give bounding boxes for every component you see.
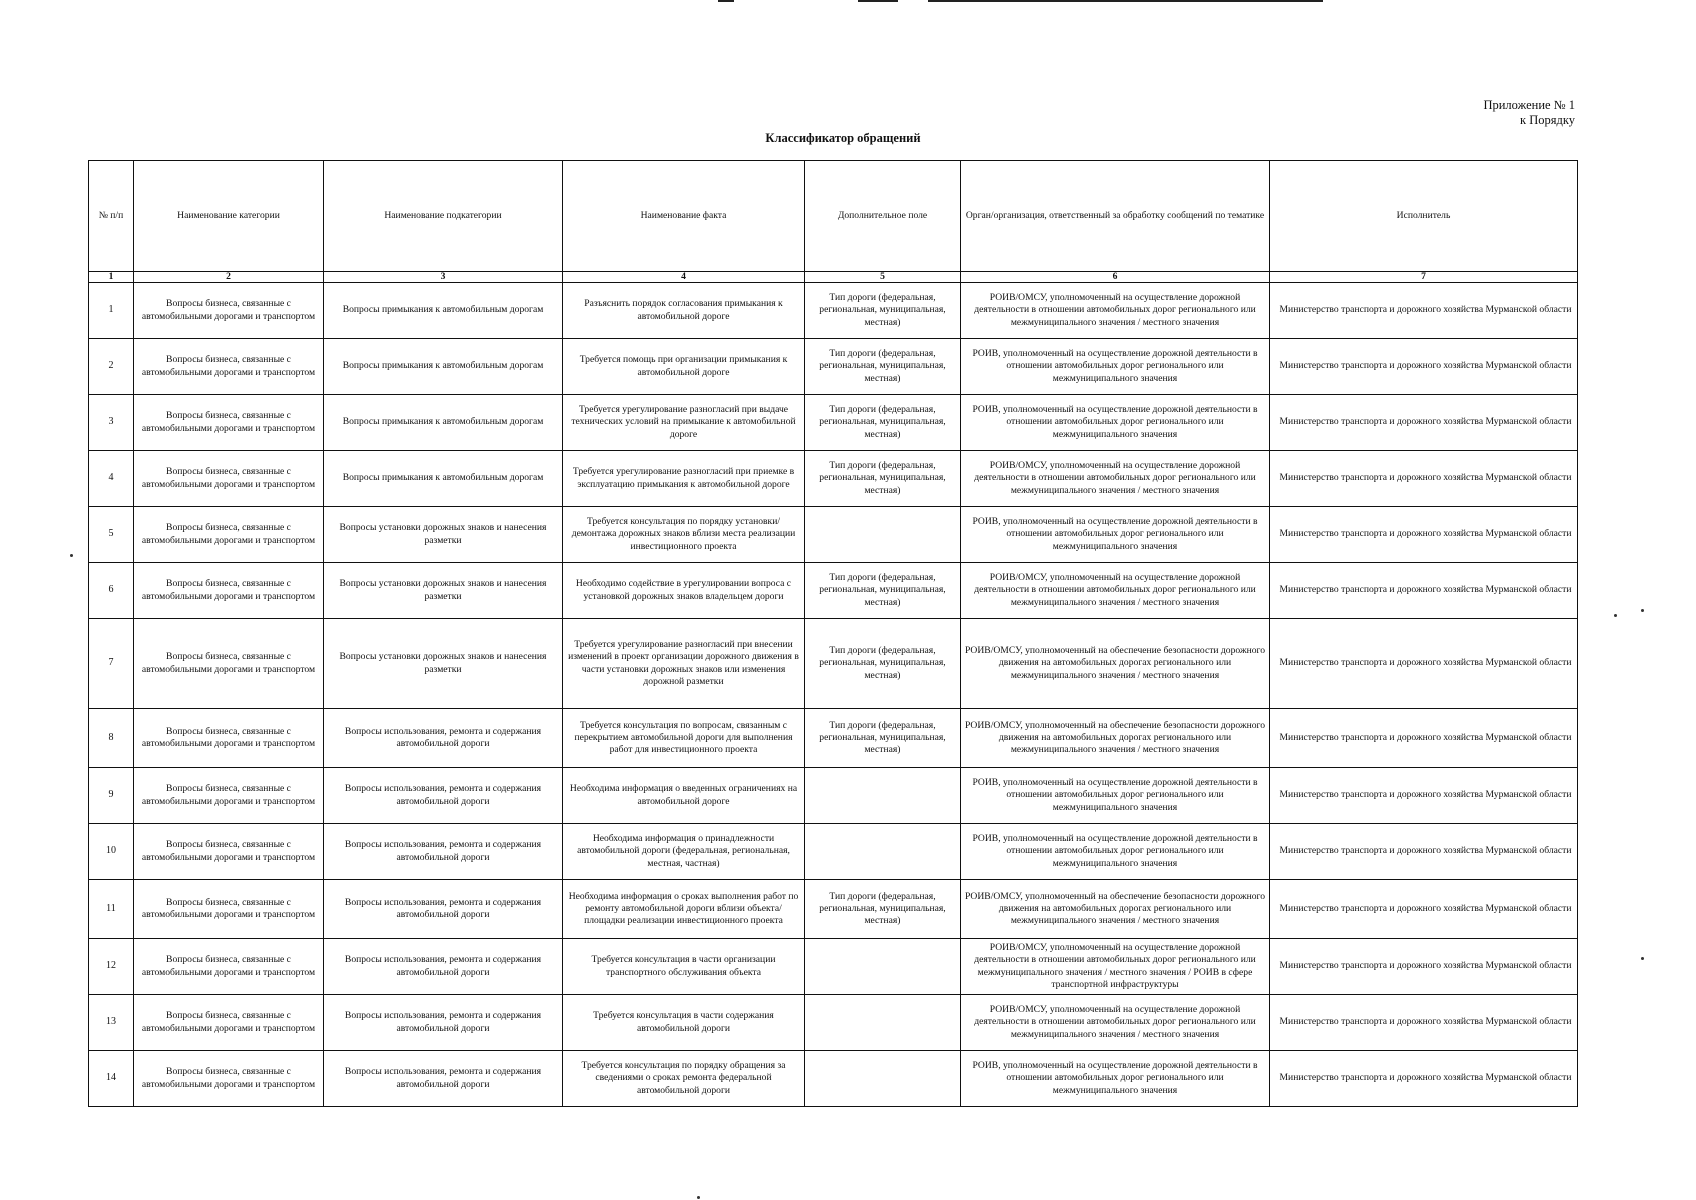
extra-field-cell: Тип дороги (федеральная, региональная, муниципальная, местная)	[805, 395, 961, 451]
column-number: 6	[961, 272, 1270, 283]
column-number: 3	[324, 272, 563, 283]
subcategory-cell: Вопросы примыкания к автомобильным дорогам	[324, 395, 563, 451]
fact-cell: Требуется консультация по вопросам, связанным с перекрытием автомобильной дороги для выполнения работ для инвестиционного проекта	[563, 709, 805, 768]
extra-field-cell	[805, 768, 961, 824]
appendix-note	[1483, 98, 1575, 128]
column-number: 1	[89, 272, 134, 283]
row-number-cell: 3	[89, 395, 134, 451]
authority-cell: РОИВ, уполномоченный на осуществление дорожной деятельности в отношении автомобильных дорог регионального или межмуниципального значения	[961, 395, 1270, 451]
header-cell-authority: Орган/организация, ответственный за обработку сообщений по тематике	[961, 161, 1270, 272]
executor-cell: Министерство транспорта и дорожного хозяйства Мурманской области	[1270, 339, 1578, 395]
fact-cell: Требуется консультация в части организации транспортного обслуживания объекта	[563, 939, 805, 995]
category-cell: Вопросы бизнеса, связанные с автомобильными дорогами и транспортом	[134, 283, 324, 339]
header-cell-subcategory: Наименование подкатегории	[324, 161, 563, 272]
scan-speck	[1614, 614, 1617, 617]
subcategory-cell: Вопросы примыкания к автомобильным дорогам	[324, 451, 563, 507]
scan-speck	[1641, 957, 1644, 960]
executor-cell: Министерство транспорта и дорожного хозяйства Мурманской области	[1270, 507, 1578, 563]
category-cell: Вопросы бизнеса, связанные с автомобильными дорогами и транспортом	[134, 709, 324, 768]
classifier-table	[88, 160, 1578, 1107]
column-number: 2	[134, 272, 324, 283]
executor-cell: Министерство транспорта и дорожного хозяйства Мурманской области	[1270, 395, 1578, 451]
authority-cell: РОИВ/ОМСУ, уполномоченный на осуществление дорожной деятельности в отношении автомобильных дорог регионального или межмуниципального значения / местного значения	[961, 995, 1270, 1051]
category-cell: Вопросы бизнеса, связанные с автомобильными дорогами и транспортом	[134, 1051, 324, 1107]
fact-cell: Необходима информация о сроках выполнения работ по ремонту автомобильной дороги вблизи объекта/площадки реализации инвестиционного проекта	[563, 880, 805, 939]
fact-cell: Необходима информация о принадлежности автомобильной дороги (федеральная, региональная, местная, частная)	[563, 824, 805, 880]
table-row	[89, 995, 1578, 1051]
executor-cell: Министерство транспорта и дорожного хозяйства Мурманской области	[1270, 451, 1578, 507]
scan-edge-line	[858, 0, 898, 2]
fact-cell: Разъяснить порядок согласования примыкания к автомобильной дороге	[563, 283, 805, 339]
category-cell: Вопросы бизнеса, связанные с автомобильными дорогами и транспортом	[134, 507, 324, 563]
authority-cell: РОИВ/ОМСУ, уполномоченный на обеспечение безопасности дорожного движения на автомобильных дорогах регионального или межмуниципального значения / местного значения	[961, 619, 1270, 709]
table-row	[89, 619, 1578, 709]
row-number-cell: 14	[89, 1051, 134, 1107]
subcategory-cell: Вопросы использования, ремонта и содержания автомобильной дороги	[324, 1051, 563, 1107]
authority-cell: РОИВ, уполномоченный на осуществление дорожной деятельности в отношении автомобильных дорог регионального или межмуниципального значения	[961, 339, 1270, 395]
scan-speck	[697, 1196, 700, 1199]
authority-cell: РОИВ, уполномоченный на осуществление дорожной деятельности в отношении автомобильных дорог регионального или межмуниципального значения	[961, 824, 1270, 880]
executor-cell: Министерство транспорта и дорожного хозяйства Мурманской области	[1270, 283, 1578, 339]
authority-cell: РОИВ/ОМСУ, уполномоченный на обеспечение безопасности дорожного движения на автомобильных дорогах регионального или межмуниципального значения / местного значения	[961, 709, 1270, 768]
column-number: 7	[1270, 272, 1578, 283]
category-cell: Вопросы бизнеса, связанные с автомобильными дорогами и транспортом	[134, 995, 324, 1051]
category-cell: Вопросы бизнеса, связанные с автомобильными дорогами и транспортом	[134, 395, 324, 451]
extra-field-cell: Тип дороги (федеральная, региональная, муниципальная, местная)	[805, 451, 961, 507]
row-number-cell: 1	[89, 283, 134, 339]
table-row	[89, 768, 1578, 824]
extra-field-cell: Тип дороги (федеральная, региональная, муниципальная, местная)	[805, 619, 961, 709]
table-row	[89, 824, 1578, 880]
table-row	[89, 395, 1578, 451]
column-number: 5	[805, 272, 961, 283]
scan-edge-line	[928, 0, 1323, 2]
table-row	[89, 563, 1578, 619]
extra-field-cell: Тип дороги (федеральная, региональная, муниципальная, местная)	[805, 283, 961, 339]
appendix-line-1: Приложение № 1	[1483, 98, 1575, 112]
row-number-cell: 13	[89, 995, 134, 1051]
executor-cell: Министерство транспорта и дорожного хозяйства Мурманской области	[1270, 709, 1578, 768]
subcategory-cell: Вопросы использования, ремонта и содержания автомобильной дороги	[324, 939, 563, 995]
executor-cell: Министерство транспорта и дорожного хозяйства Мурманской области	[1270, 939, 1578, 995]
row-number-cell: 5	[89, 507, 134, 563]
table-row	[89, 1051, 1578, 1107]
category-cell: Вопросы бизнеса, связанные с автомобильными дорогами и транспортом	[134, 451, 324, 507]
row-number-cell: 9	[89, 768, 134, 824]
document-title: Классификатор обращений	[765, 131, 921, 145]
scan-speck	[1641, 609, 1644, 612]
scan-speck	[70, 554, 73, 557]
category-cell: Вопросы бизнеса, связанные с автомобильными дорогами и транспортом	[134, 880, 324, 939]
extra-field-cell: Тип дороги (федеральная, региональная, муниципальная, местная)	[805, 880, 961, 939]
header-cell-extra: Дополнительное поле	[805, 161, 961, 272]
fact-cell: Необходима информация о введенных ограничениях на автомобильной дороге	[563, 768, 805, 824]
row-number-cell: 7	[89, 619, 134, 709]
category-cell: Вопросы бизнеса, связанные с автомобильными дорогами и транспортом	[134, 824, 324, 880]
header-cell-number: № п/п	[89, 161, 134, 272]
subcategory-cell: Вопросы установки дорожных знаков и нанесения разметки	[324, 619, 563, 709]
subcategory-cell: Вопросы использования, ремонта и содержания автомобильной дороги	[324, 880, 563, 939]
executor-cell: Министерство транспорта и дорожного хозяйства Мурманской области	[1270, 995, 1578, 1051]
executor-cell: Министерство транспорта и дорожного хозяйства Мурманской области	[1270, 824, 1578, 880]
row-number-cell: 11	[89, 880, 134, 939]
authority-cell: РОИВ/ОМСУ, уполномоченный на обеспечение безопасности дорожного движения на автомобильных дорогах регионального или межмуниципального значения / местного значения	[961, 880, 1270, 939]
row-number-cell: 8	[89, 709, 134, 768]
extra-field-cell	[805, 939, 961, 995]
row-number-cell: 4	[89, 451, 134, 507]
category-cell: Вопросы бизнеса, связанные с автомобильными дорогами и транспортом	[134, 939, 324, 995]
authority-cell: РОИВ, уполномоченный на осуществление дорожной деятельности в отношении автомобильных дорог регионального или межмуниципального значения	[961, 1051, 1270, 1107]
executor-cell: Министерство транспорта и дорожного хозяйства Мурманской области	[1270, 563, 1578, 619]
fact-cell: Требуется урегулирование разногласий при выдаче технических условий на примыкание к автомобильной дороге	[563, 395, 805, 451]
scan-edge-line	[718, 0, 734, 2]
header-cell-fact: Наименование факта	[563, 161, 805, 272]
header-cell-category: Наименование категории	[134, 161, 324, 272]
extra-field-cell	[805, 1051, 961, 1107]
subcategory-cell: Вопросы использования, ремонта и содержания автомобильной дороги	[324, 995, 563, 1051]
authority-cell: РОИВ/ОМСУ, уполномоченный на осуществление дорожной деятельности в отношении автомобильных дорог регионального или межмуниципального значения / местного значения	[961, 283, 1270, 339]
table-row	[89, 283, 1578, 339]
executor-cell: Министерство транспорта и дорожного хозяйства Мурманской области	[1270, 880, 1578, 939]
authority-cell: РОИВ/ОМСУ, уполномоченный на осуществление дорожной деятельности в отношении автомобильных дорог регионального или межмуниципального значения / местного значения / РОИВ в сфере транспортной инфраструктуры	[961, 939, 1270, 995]
table-body	[89, 283, 1578, 1107]
authority-cell: РОИВ, уполномоченный на осуществление дорожной деятельности в отношении автомобильных дорог регионального или межмуниципального значения	[961, 507, 1270, 563]
header-row	[89, 161, 1578, 272]
table-row	[89, 939, 1578, 995]
extra-field-cell	[805, 507, 961, 563]
subcategory-cell: Вопросы примыкания к автомобильным дорогам	[324, 339, 563, 395]
table-row	[89, 507, 1578, 563]
authority-cell: РОИВ, уполномоченный на осуществление дорожной деятельности в отношении автомобильных дорог регионального или межмуниципального значения	[961, 768, 1270, 824]
column-number-row	[89, 272, 1578, 283]
fact-cell: Требуется консультация по порядку установки/демонтажа дорожных знаков вблизи места реализации инвестиционного проекта	[563, 507, 805, 563]
extra-field-cell: Тип дороги (федеральная, региональная, муниципальная, местная)	[805, 563, 961, 619]
header-cell-executor: Исполнитель	[1270, 161, 1578, 272]
column-number: 4	[563, 272, 805, 283]
row-number-cell: 12	[89, 939, 134, 995]
table-row	[89, 709, 1578, 768]
extra-field-cell	[805, 824, 961, 880]
subcategory-cell: Вопросы использования, ремонта и содержания автомобильной дороги	[324, 768, 563, 824]
table-row	[89, 880, 1578, 939]
row-number-cell: 2	[89, 339, 134, 395]
fact-cell: Требуется консультация в части содержания автомобильной дороги	[563, 995, 805, 1051]
fact-cell: Необходимо содействие в урегулировании вопроса с установкой дорожных знаков владельцем дороги	[563, 563, 805, 619]
subcategory-cell: Вопросы использования, ремонта и содержания автомобильной дороги	[324, 824, 563, 880]
category-cell: Вопросы бизнеса, связанные с автомобильными дорогами и транспортом	[134, 619, 324, 709]
category-cell: Вопросы бизнеса, связанные с автомобильными дорогами и транспортом	[134, 339, 324, 395]
row-number-cell: 10	[89, 824, 134, 880]
fact-cell: Требуется консультация по порядку обращения за сведениями о сроках ремонта федеральной автомобильной дороги	[563, 1051, 805, 1107]
extra-field-cell: Тип дороги (федеральная, региональная, муниципальная, местная)	[805, 709, 961, 768]
subcategory-cell: Вопросы установки дорожных знаков и нанесения разметки	[324, 563, 563, 619]
fact-cell: Требуется помощь при организации примыкания к автомобильной дороге	[563, 339, 805, 395]
appendix-line-2: к Порядку	[1520, 113, 1575, 127]
subcategory-cell: Вопросы установки дорожных знаков и нанесения разметки	[324, 507, 563, 563]
executor-cell: Министерство транспорта и дорожного хозяйства Мурманской области	[1270, 619, 1578, 709]
table-row	[89, 339, 1578, 395]
extra-field-cell	[805, 995, 961, 1051]
authority-cell: РОИВ/ОМСУ, уполномоченный на осуществление дорожной деятельности в отношении автомобильных дорог регионального или межмуниципального значения / местного значения	[961, 563, 1270, 619]
extra-field-cell: Тип дороги (федеральная, региональная, муниципальная, местная)	[805, 339, 961, 395]
subcategory-cell: Вопросы использования, ремонта и содержания автомобильной дороги	[324, 709, 563, 768]
fact-cell: Требуется урегулирование разногласий при внесении изменений в проект организации дорожного движения в части установки дорожных знаков или изменения дорожной разметки	[563, 619, 805, 709]
executor-cell: Министерство транспорта и дорожного хозяйства Мурманской области	[1270, 1051, 1578, 1107]
fact-cell: Требуется урегулирование разногласий при приемке в эксплуатацию примыкания к автомобильной дороге	[563, 451, 805, 507]
authority-cell: РОИВ/ОМСУ, уполномоченный на осуществление дорожной деятельности в отношении автомобильных дорог регионального или межмуниципального значения / местного значения	[961, 451, 1270, 507]
category-cell: Вопросы бизнеса, связанные с автомобильными дорогами и транспортом	[134, 563, 324, 619]
table-row	[89, 451, 1578, 507]
row-number-cell: 6	[89, 563, 134, 619]
executor-cell: Министерство транспорта и дорожного хозяйства Мурманской области	[1270, 768, 1578, 824]
subcategory-cell: Вопросы примыкания к автомобильным дорогам	[324, 283, 563, 339]
category-cell: Вопросы бизнеса, связанные с автомобильными дорогами и транспортом	[134, 768, 324, 824]
